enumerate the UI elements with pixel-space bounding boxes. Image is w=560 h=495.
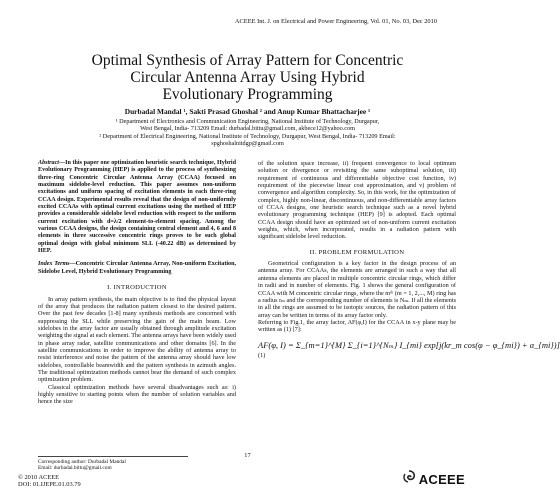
copyright-line: © 2010 ACEEE bbox=[18, 474, 60, 481]
title-line: Optimal Synthesis of Array Pattern for Concentric bbox=[91, 52, 404, 69]
page-number: 17 bbox=[244, 452, 251, 459]
equation-number: (1) bbox=[258, 351, 266, 359]
affiliation-line: ¹ Department of Electronics and Communication Engineering, National Institute of Technology, Durgapur, bbox=[115, 118, 380, 125]
index-terms-text: —Concentric Circular Antenna Array, Non-uniform Excitation, Sidelobe Level, Hybrid Evolutionary Programming bbox=[38, 261, 236, 275]
doi-line: DOI: 01.IJEPE.01.03.79 bbox=[18, 481, 81, 489]
equation-body: AF(φ, I) = Σ_{m=1}^{M} Σ_{i=1}^{Nₘ} I_{mi} exp[j(kr_m cos(φ − φ_{mi}) + α_{mi})] bbox=[258, 339, 560, 350]
title-line: Evolutionary Programming bbox=[162, 86, 333, 103]
paper-title bbox=[40, 52, 455, 103]
right-column bbox=[258, 160, 560, 365]
section-heading-problem-formulation: II. PROBLEM FORMULATION bbox=[309, 248, 405, 256]
abstract bbox=[38, 160, 236, 255]
paragraph: In array pattern synthesis, the main objective is to find the physical layout of the array that produces the radiation pattern closest to the desired pattern. Over the past few decades [1-8] many synthesis methods are concerned with suppressing the SLL while preserving the gain of the main beam. Low sidelobes in the array factor are usually obtained through amplitude excitation weighting the signal at each element. The antenna arrays have been widely used in phase array radar, satellite communications and other domains [6]. In the satellite communications in order to improve the ability of antenna array to resist interference and noise the pattern of the antenna array should have low sidelobes, controllable beamwidth and the pattern synthesis in azimuth angles. The traditional optimization methods cannot bear the demand of such complex optimization problem. bbox=[38, 295, 236, 384]
running-head: ACEEE Int. J. on Electrical and Power Engineering, Vol. 01, No. 03, Dec 2010 bbox=[234, 18, 437, 25]
copyright bbox=[18, 474, 81, 489]
affiliation-line: ² Department of Electrical Engineering, National Institute of Technology, Durgapur, West Bengal, India- 713209 Email: bbox=[99, 132, 396, 140]
publisher-logo bbox=[402, 470, 465, 489]
author-list: Durbadal Mandal ¹, Sakti Prasad Ghoshal ² and Anup Kumar Bhattacharjee ¹ bbox=[124, 107, 371, 116]
paragraph: Geometrical configuration is a key factor in the design process of an antenna array. For CCAAs, the elements are arranged in such a way that all antenna elements are placed in multiple concentric circular rings, which differ in radii and in number of elements. Fig. 1 shows the general configuration of CCAA with M concentric circular rings, where the mᵗʰ (m = 1, 2,..., M) ring has a radius rₘ and the corresponding number of elements is Nₘ. If all the elements in all the rings are assumed to be isotopic sources, the radiation pattern of this array can be written in terms of its array factor only. bbox=[258, 260, 456, 319]
paragraph: Referring to Fig.1, the array factor, AF(φ,I) for the CCAA in x-y plane may be written as (1) [7]: bbox=[258, 318, 456, 334]
left-column bbox=[38, 160, 236, 406]
index-terms-label: Index Terms bbox=[38, 261, 70, 268]
equation bbox=[258, 339, 560, 360]
abstract-label: Abstract bbox=[38, 160, 59, 166]
paragraph: Classical optimization methods have several disadvantages such as: i) highly sensitive to starting points when the number of solution variables and hence the size bbox=[38, 383, 236, 406]
paragraph: of the solution space increase, ii) frequent convergence to local optimum solution or divergence or revisiting the same suboptimal solution, iii) requirement of continuous and differentiable objective cost function, iv) requirement of the piecewise linear cost approximation, and v) problem of convergence and algorithm complexity. So, in this work, for the optimization of complex, highly non-linear, discontinuous, and non-differentiable array factors of CCAA designs, one heuristic search technique such as a novel hybrid evolutionary programming technique (HEP) [9] is adopted. Each optimal CCAA design should have an optimized set of non-uniform current excitation weights, which, when incorporated, results in a radiation pattern with significant sidelobe level reduction. bbox=[258, 160, 456, 241]
section-heading-introduction: I. INTRODUCTION bbox=[107, 284, 167, 292]
affiliations bbox=[40, 118, 455, 147]
logo-text: ACEEE bbox=[418, 472, 465, 487]
footnote-line: Corresponding author: Durbadal Mandal bbox=[38, 459, 126, 465]
abstract-text: —In this paper one optimization heuristic search technique, Hybrid Evolutionary Programming (HEP) is applied to the process of synthesizing three-ring Concentric Circular Antenna Array (CCAA) focused on maximum sidelobe-level reduction. This paper assumes non-uniform excitations and uniform spacing of excitation elements in each three-ring CCAA design. Experimental results reveal that the design of non-uniformly excited CCAAs with optimal current excitations using the method of HEP provides a considerable sidelobe level reduction with respect to the uniform current excitation with d=λ/2 element-to-element spacing. Among the various CCAA designs, the design containing central element and 4, 6 and 8 elements in three successive concentric rings proves to be such global optimal design with global minimum SLL (-40.22 dB) as determined by HEP. bbox=[38, 160, 236, 255]
affiliation-line: spghoshalnitdgp@gmail.com bbox=[211, 139, 284, 147]
index-terms bbox=[38, 261, 236, 276]
title-line: Circular Antenna Array Using Hybrid bbox=[130, 69, 365, 86]
affiliation-line: West Bengal, India- 713209 Email: durbadal.bittu@gmail.com, akbece12@yahoo.com bbox=[140, 125, 355, 133]
footnote-line: Email: durbadal.bittu@gmail.com bbox=[38, 465, 112, 472]
swirl-icon bbox=[402, 470, 416, 489]
